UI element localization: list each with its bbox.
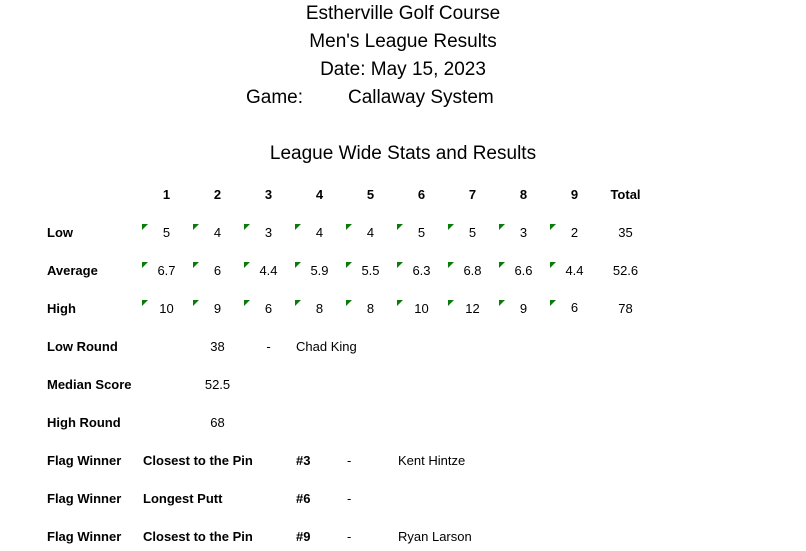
flag-contest: Longest Putt: [143, 491, 223, 506]
flag-dash: -: [347, 529, 352, 544]
row-label-high: High: [47, 301, 76, 316]
cell: 10: [414, 301, 429, 316]
col-header-2: 2: [213, 187, 222, 202]
flag-contest: Closest to the Pin: [143, 453, 253, 468]
high-round-label: High Round: [47, 415, 121, 430]
section-title: League Wide Stats and Results: [269, 143, 537, 164]
flag-hole: #6: [296, 491, 311, 506]
cell: 4.4: [565, 263, 584, 278]
cell: 3: [264, 225, 273, 240]
cell: 4: [213, 225, 222, 240]
cell: 5: [417, 225, 426, 240]
flag-hole: #3: [296, 453, 311, 468]
cell: 10: [159, 301, 174, 316]
cell: 5.9: [310, 263, 329, 278]
col-header-6: 6: [417, 187, 426, 202]
row-label-low: Low: [47, 225, 73, 240]
flag-winner-name: Kent Hintze: [398, 453, 466, 468]
flag-label: Flag Winner: [47, 453, 122, 468]
cell: 9: [213, 301, 222, 316]
median-score-label: Median Score: [47, 377, 132, 392]
col-header-7: 7: [468, 187, 477, 202]
cell: 6.6: [514, 263, 533, 278]
flag-hole: #9: [296, 529, 311, 544]
median-score-value: 52.5: [204, 377, 231, 392]
col-header-total: Total: [610, 187, 641, 202]
game-label: Game:: [246, 87, 304, 108]
cell: 5: [162, 225, 171, 240]
cell: 9: [519, 301, 528, 316]
cell-total: 52.6: [612, 263, 639, 278]
cell-total: 35: [618, 225, 633, 240]
flag-label: Flag Winner: [47, 529, 122, 544]
col-header-4: 4: [315, 187, 324, 202]
high-round-value: 68: [210, 415, 225, 430]
col-header-9: 9: [570, 187, 579, 202]
course-title: Estherville Golf Course: [305, 3, 501, 24]
date-line: Date: May 15, 2023: [320, 59, 486, 80]
cell: 12: [465, 301, 480, 316]
row-label-average: Average: [47, 263, 98, 278]
cell: 2: [570, 225, 579, 240]
cell: 3: [519, 225, 528, 240]
cell: 4.4: [259, 263, 278, 278]
flag-winner-name: Ryan Larson: [398, 529, 472, 544]
game-value: Callaway System: [348, 87, 494, 108]
low-round-player: Chad King: [296, 339, 357, 354]
col-header-1: 1: [162, 187, 171, 202]
flag-label: Flag Winner: [47, 491, 122, 506]
low-round-label: Low Round: [47, 339, 118, 354]
flag-dash: -: [347, 453, 352, 468]
col-header-8: 8: [519, 187, 528, 202]
cell: 4: [366, 225, 375, 240]
low-round-dash: -: [266, 339, 271, 354]
cell: 6: [213, 263, 222, 278]
col-header-3: 3: [264, 187, 273, 202]
cell: 6: [264, 301, 273, 316]
low-round-value: 38: [210, 339, 225, 354]
cell: 6.8: [463, 263, 482, 278]
cell: 8: [366, 301, 375, 316]
flag-contest: Closest to the Pin: [143, 529, 253, 544]
cell: 8: [315, 301, 324, 316]
col-header-5: 5: [366, 187, 375, 202]
cell: 5: [468, 225, 477, 240]
cell-total: 78: [618, 301, 633, 316]
cell: 6.7: [157, 263, 176, 278]
flag-dash: -: [347, 491, 352, 506]
cell: 6: [570, 300, 579, 315]
cell: 4: [315, 225, 324, 240]
league-title: Men's League Results: [309, 31, 497, 52]
cell: 6.3: [412, 263, 431, 278]
cell: 5.5: [361, 263, 380, 278]
